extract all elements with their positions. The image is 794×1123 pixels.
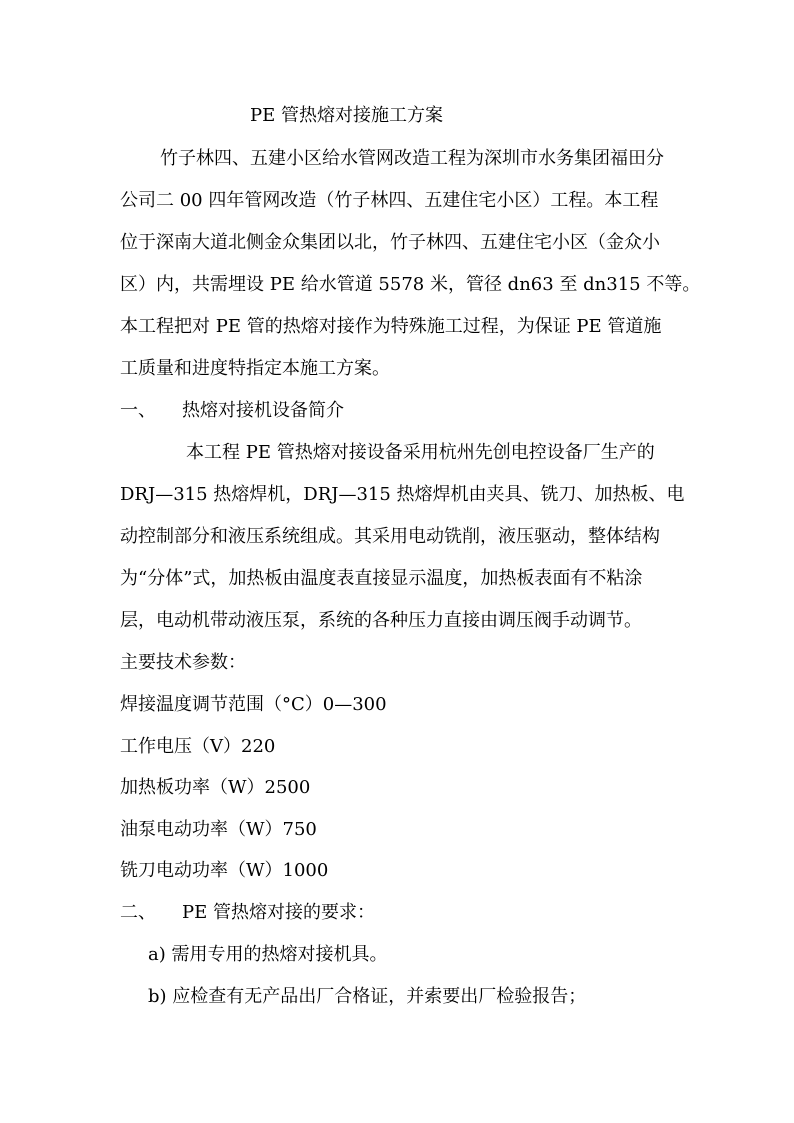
section2-heading: PE 管热熔对接的要求： <box>182 902 375 923</box>
intro-line-5: 本工程把对 PE 管的热熔对接作为特殊施工过程，为保证 PE 管道施 <box>120 316 662 337</box>
section1-heading: 热熔对接机设备简介 <box>182 400 344 421</box>
intro-line-4: 区）内，共需埋设 PE 给水管道 5578 米，管径 dn63 至 dn315 不等。 <box>120 274 701 295</box>
section2-number: 二、 <box>120 902 156 923</box>
section1-heading-row <box>120 399 344 423</box>
section1-line-3: 动控制部分和液压系统组成。其采用电动铣削，液压驱动，整体结构 <box>120 526 660 547</box>
param-working-voltage: 工作电压（V）220 <box>120 736 276 757</box>
section1-line-5: 层，电动机带动液压泵，系统的各种压力直接由调压阀手动调节。 <box>120 610 642 631</box>
param-heating-plate-power: 加热板功率（W）2500 <box>120 777 311 798</box>
requirement-item-a <box>148 943 388 967</box>
intro-line-6: 工质量和进度特指定本施工方案。 <box>120 358 390 379</box>
requirement-marker-b: b) <box>148 986 167 1007</box>
section1-line-2: DRJ—315 热熔焊机，DRJ—315 热熔焊机由夹具、铣刀、加热板、电 <box>120 484 685 505</box>
param-welding-temperature: 焊接温度调节范围（°C）0—300 <box>120 694 387 715</box>
requirement-item-b <box>148 985 586 1009</box>
section1-number: 一、 <box>120 400 156 421</box>
intro-line-2: 公司二 00 四年管网改造（竹子林四、五建住宅小区）工程。本工程 <box>120 190 659 211</box>
document-title: PE 管热熔对接施工方案 <box>250 105 443 126</box>
intro-line-3: 位于深南大道北侧金众集团以北，竹子林四、五建住宅小区（金众小 <box>120 232 660 253</box>
requirement-text-b: 应检查有无产品出厂合格证，并索要出厂检验报告； <box>172 986 587 1007</box>
param-milling-cutter-power: 铣刀电动功率（W）1000 <box>120 860 329 881</box>
section1-line-4: 为“分体”式，加热板由温度表直接显示温度，加热板表面有不粘涂 <box>120 568 643 589</box>
requirement-text-a: 需用专用的热熔对接机具。 <box>171 944 388 965</box>
section1-line-1: 本工程 PE 管热熔对接设备采用杭州先创电控设备厂生产的 <box>186 442 655 463</box>
section2-heading-row <box>120 901 375 925</box>
param-oil-pump-power: 油泵电动功率（W）750 <box>120 819 317 840</box>
intro-line-1: 竹子林四、五建小区给水管网改造工程为深圳市水务集团福田分 <box>160 148 664 169</box>
params-heading: 主要技术参数： <box>120 652 246 673</box>
requirement-marker-a: a) <box>148 944 166 965</box>
